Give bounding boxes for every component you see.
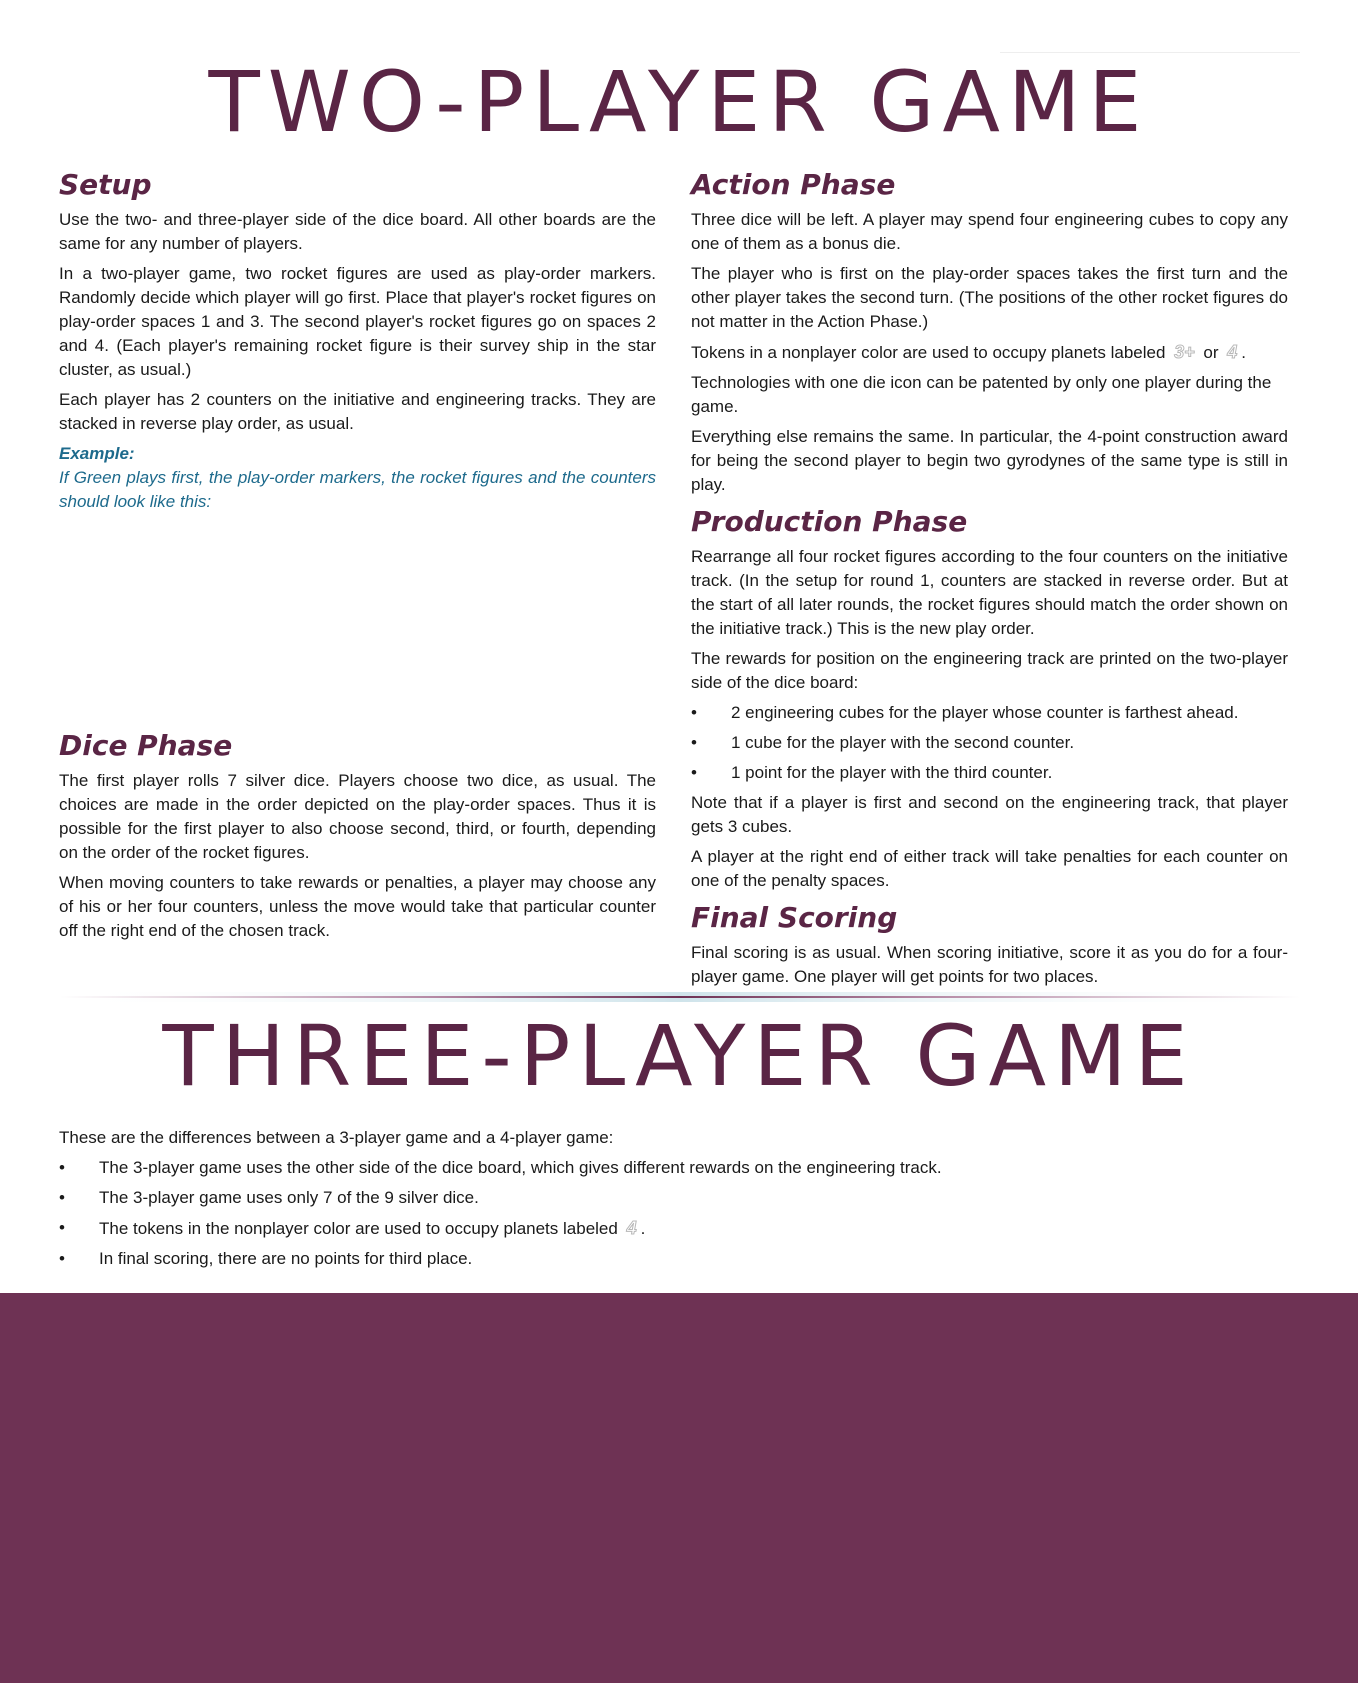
list-item: • 1 cube for the player with the second counter. [691,733,1075,752]
right-column [691,168,1288,995]
list-item: • 2 engineering cubes for the player whose counter is farthest ahead. [691,703,1239,722]
three-player-title: THREE-PLAYER GAME [162,1007,1196,1105]
production-phase-paragraph-1: Rearrange all four rocket figures according to the four counters on the initiative track. (In the setup for round 1, counters are stacked in reverse order. But at the start of all later rounds, the rocket figures should match the order shown on the initiative track.) This is the new play order. [691,547,1288,638]
action-phase-paragraph-1: Three dice will be left. A player may spend four engineering cubes to copy any one of them as a bonus die. [691,210,1288,253]
production-phase-paragraph-4: A player at the right end of either track will take penalties for each counter on one of the penalty spaces. [691,847,1288,890]
action-phase-paragraph-3 [691,340,1288,365]
list-item: • The 3-player game uses only 7 of the 9 silver dice. [59,1188,479,1207]
planet-label-4-icon: 4 [1227,342,1238,362]
production-phase-heading: Production Phase [691,505,968,538]
three-player-section [59,1126,1299,1277]
action-phase-paragraph-5: Everything else remains the same. In particular, the 4-point construction award for being the second player to begin two gyrodynes of the same type is still in play. [691,427,1288,494]
or-text: or [1203,343,1219,362]
planet-label-4-icon: 4 [626,1218,637,1238]
example-text: If Green plays first, the play-order markers, the rocket figures and the counters should look like this: [59,468,656,511]
production-phase-paragraph-3: Note that if a player is first and second on the engineering track, that player gets 3 cubes. [691,793,1288,836]
footer-band [0,1293,1358,1683]
section-divider [60,990,1300,1004]
tokens-text: Tokens in a nonplayer color are used to occupy planets labeled [691,343,1166,362]
example-illustration-area [59,520,656,729]
list-item: • In final scoring, there are no points for third place. [59,1249,473,1268]
list-item: • The 3-player game uses the other side of the dice board, which gives different rewards on the engineering track. [59,1158,942,1177]
engineering-rewards-list [691,701,1288,785]
example-heading: Example: [59,444,135,463]
dice-phase-paragraph-1: The first player rolls 7 silver dice. Players choose two dice, as usual. The choices are made in the order depicted on the play-order spaces. Thus it is possible for the first player to also choose second, third, or fourth, depending on the order of the rocket figures. [59,771,656,862]
action-phase-heading: Action Phase [691,168,896,201]
list-item: • 1 point for the player with the third counter. [691,763,1053,782]
list-item: • The tokens in the nonplayer color are used to occupy planets labeled 4 . [59,1218,646,1238]
final-scoring-heading: Final Scoring [691,901,898,934]
setup-heading: Setup [59,168,152,201]
left-column [59,168,656,949]
action-phase-paragraph-4: Technologies with one die icon can be patented by only one player during the game. [691,373,1272,416]
setup-paragraph-2: In a two-player game, two rocket figures are used as play-order markers. Randomly decide which player will go first. Place that player's rocket figures on play-order spaces 1 and 3. The second player's rocket figures go on spaces 2 and 4. (Each player's remaining rocket figure is their survey ship in the star cluster, as usual.) [59,264,656,379]
three-player-differences-list [59,1156,1299,1271]
setup-paragraph-3: Each player has 2 counters on the initiative and engineering tracks. They are stacked in reverse play order, as usual. [59,390,656,433]
planet-label-3plus-icon: 3+ [1174,342,1195,362]
three-player-intro: These are the differences between a 3-player game and a 4-player game: [59,1128,614,1147]
final-scoring-paragraph: Final scoring is as usual. When scoring initiative, score it as you do for a four-player game. One player will get points for two places. [691,943,1288,986]
dice-phase-paragraph-2: When moving counters to take rewards or penalties, a player may choose any of his or her four counters, unless the move would take that particular counter off the right end of the chosen track. [59,873,656,940]
period-text: . [1241,343,1247,362]
setup-paragraph-1: Use the two- and three-player side of the dice board. All other boards are the same for any number of players. [59,210,656,253]
dice-phase-heading: Dice Phase [59,729,233,762]
action-phase-paragraph-2: The player who is first on the play-order spaces takes the first turn and the other player takes the second turn. (The positions of the other rocket figures do not matter in the Action Phase.) [691,264,1288,331]
production-phase-paragraph-2: The rewards for position on the engineering track are printed on the two-player side of the dice board: [691,649,1288,692]
two-player-title: TWO-PLAYER GAME [208,53,1150,151]
